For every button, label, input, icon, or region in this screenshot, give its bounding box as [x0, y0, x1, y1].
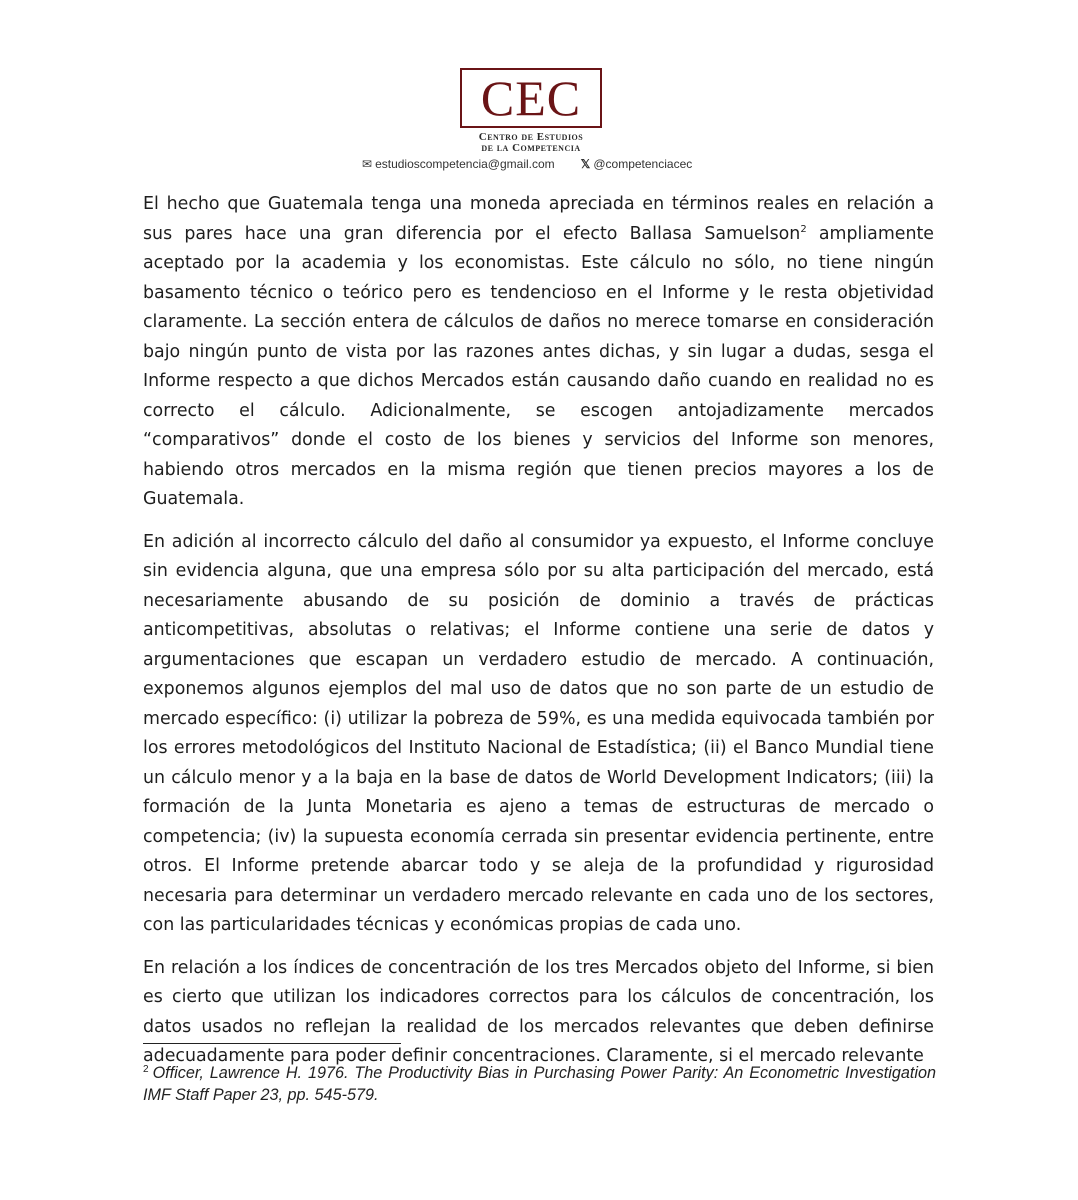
contact-email[interactable]: estudioscompetencia@gmail.com [375, 157, 555, 171]
contact-twitter[interactable]: @competenciacec [593, 157, 693, 171]
logo-text: CEC [480, 70, 582, 126]
paragraph-2: En adición al incorrecto cálculo del daño al consumidor ya expuesto, el Informe concluye sin evidencia alguna, que una empresa sólo por su alta participación del mercado, está necesariamente abusando de su posición de dominio a través de prácticas anticompetitivas, absolutas o relativas; el Informe contiene una serie de datos y argumentaciones que escapan un verdadero estudio de mercado. A continuación, exponemos algunos ejemplos del mal uso de datos que no son parte de un estudio de mercado específico: (i) utilizar la pobreza de 59%, es una medida equivocada también por los errores metodológicos del Instituto Nacional de Estadística; (ii) el Banco Mundial tiene un cálculo menor y a la baja en la base de datos de World Development Indicators; (iii) la formación de la Junta Monetaria es ajeno a temas de estructuras de mercado o competencia; (iv) la supuesta economía cerrada sin presentar evidencia pertinente, entre otros. El Informe pretende abarcar todo y se aleja de la profundidad y rigurosidad necesaria para determinar un verdadero mercado relevante en cada uno de los sectores, con las particularidades técnicas y económicas propias de cada uno. [143, 531, 934, 935]
document-body [143, 190, 934, 1085]
footnote [143, 1062, 936, 1106]
paragraph-1 [143, 190, 934, 515]
logo-subtitle-line1: Centro de Estudios [478, 131, 584, 143]
footnote-text: Officer, Lawrence H. 1976. The Productivity Bias in Purchasing Power Parity: An Econometric Investigation IMF Staff Paper 23, pp. 545-579. [143, 1064, 936, 1104]
paragraph-1-text-a: El hecho que Guatemala tenga una moneda apreciada en términos reales en relación a sus pares hace una gran diferencia por el efecto Ballasa Samuelson [143, 194, 934, 244]
footnote-separator [143, 1043, 401, 1044]
paragraph-3: En relación a los índices de concentración de los tres Mercados objeto del Informe, si bien es cierto que utilizan los indicadores correctos para los cálculos de concentración, los datos usados no reflejan la realidad de los mercados relevantes que deben definirse adecuadamente para poder definir concentraciones. Claramente, si el mercado relevante [143, 957, 934, 1066]
cec-logo [460, 68, 602, 128]
logo-subtitle-line2: de la Competencia [481, 142, 581, 154]
footnote-number: 2 [143, 1063, 149, 1075]
footnote-reference: 2 [800, 223, 807, 235]
contact-line [362, 157, 692, 171]
envelope-icon: ✉ [362, 157, 373, 171]
logo-subtitle [462, 132, 600, 154]
x-logo-icon: 𝕏 [580, 157, 591, 171]
paragraph-1-text-b: ampliamente aceptado por la academia y los economistas. Este cálculo no sólo, no tiene ningún basamento técnico o teórico pero es tendencioso en el Informe y le resta objetividad claramente. La sección entera de cálculos de daños no merece tomarse en consideración bajo ningún punto de vista por las razones antes dichas, y sin lugar a dudas, sesga el Informe respecto a que dichos Mercados están causando daño cuando en realidad no es correcto el cálculo. Adicionalmente, se escogen antojadizamente mercados “comparativos” donde el costo de los bienes y servicios del Informe son menores, habiendo otros mercados en la misma región que tienen precios mayores a los de Guatemala. [143, 223, 934, 509]
